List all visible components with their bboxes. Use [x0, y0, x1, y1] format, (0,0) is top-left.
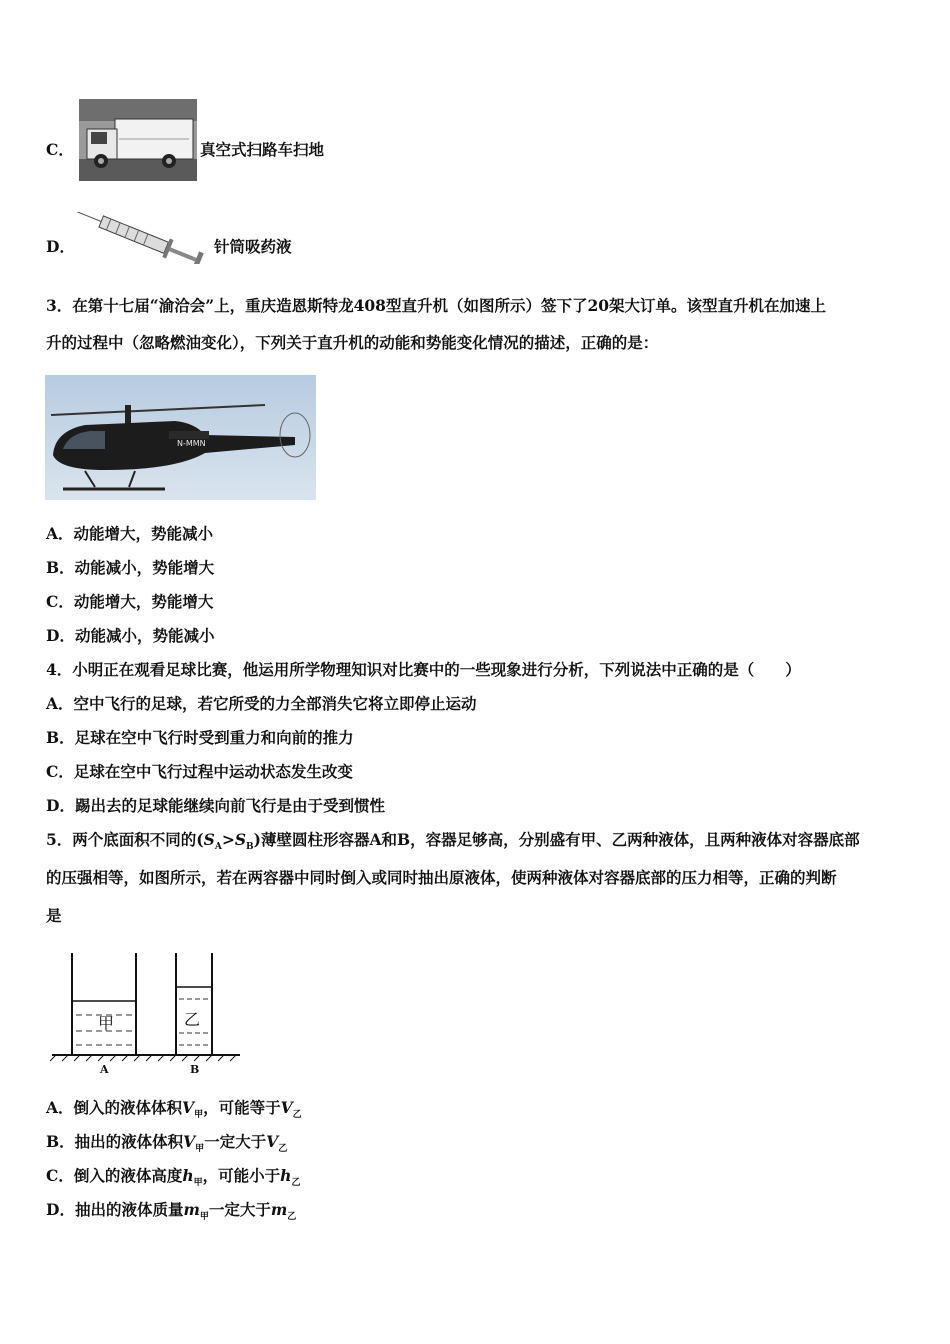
q4-option-a: A．空中飞行的足球，若它所受的力全部消失它将立即停止运动 — [46, 694, 477, 713]
q5-sa-sub: A — [214, 842, 222, 853]
option-d-label: D． — [46, 237, 75, 256]
q4-option-b: B．足球在空中飞行时受到重力和向前的推力 — [46, 728, 354, 747]
q5-a-mid: ，可能等于 — [203, 1098, 281, 1117]
q4-option-d: D．踢出去的足球能继续向前飞行是由于受到惯性 — [46, 796, 385, 815]
q3-stem-line1: 3．在第十七届“渝洽会”上，重庆造恩斯特龙408型直升机（如图所示）签下了20架大订单。该型直升机在加速上 — [46, 296, 827, 315]
q3-option-a: A．动能增大，势能减小 — [46, 524, 214, 543]
q5-stem-line1 — [46, 830, 860, 857]
q5-a-pre: A．倒入的液体体积 — [46, 1098, 183, 1117]
q5-d-v2: m — [270, 1200, 288, 1219]
q3-option-d: D．动能减小，势能减小 — [46, 626, 215, 645]
q5-option-d — [46, 1200, 296, 1227]
q5-d-s1: 甲 — [199, 1212, 209, 1223]
q3-stem-line2: 升的过程中（忽略燃油变化），下列关于直升机的动能和势能变化情况的描述，正确的是： — [46, 333, 659, 352]
q5-sb-sub: B — [246, 842, 254, 853]
q3-option-c: C．动能增大，势能增大 — [46, 592, 214, 611]
label-a: A — [100, 1063, 109, 1076]
option-d-text: 针筒吸药液 — [214, 237, 292, 256]
q5-option-a — [46, 1098, 302, 1125]
q5-d-mid: 一定大于 — [208, 1200, 271, 1219]
q5-b-pre: B．抽出的液体体积 — [46, 1132, 184, 1151]
q5-c-mid: ，可能小于 — [202, 1166, 281, 1185]
q5-c-s1: 甲 — [193, 1178, 203, 1189]
q5-stem-line3: 是 — [46, 906, 62, 925]
label-yi: 乙 — [184, 1010, 201, 1029]
q5-c-v1: h — [182, 1166, 194, 1185]
q5-stem-post: )薄壁圆柱形容器A和B，容器足够高，分别盛有甲、乙两种液体，且两种液体对容器底部 — [253, 830, 860, 849]
helicopter-image — [45, 375, 316, 500]
q4-option-c: C．足球在空中飞行过程中运动状态发生改变 — [46, 762, 353, 781]
q3-option-b: B．动能减小，势能增大 — [46, 558, 215, 577]
q5-d-v1: m — [183, 1200, 200, 1219]
q5-c-pre: C．倒入的液体高度 — [46, 1166, 183, 1185]
q5-a-v1: V — [182, 1098, 195, 1117]
q5-b-v2: V — [266, 1132, 279, 1151]
q5-option-c — [46, 1166, 300, 1193]
q5-c-v2: h — [280, 1166, 292, 1185]
q5-stem-line2: 的压强相等，如图所示，若在两容器中同时倒入或同时抽出原液体，使两种液体对容器底部的压力相等，正确的判断 — [46, 868, 837, 887]
q5-a-s1: 甲 — [194, 1110, 204, 1121]
q5-d-s2: 乙 — [287, 1212, 297, 1223]
label-b: B — [190, 1063, 200, 1076]
option-c-label: C． — [46, 140, 74, 159]
q5-a-s2: 乙 — [292, 1110, 302, 1121]
helicopter-registration: N-MMN — [177, 439, 206, 448]
q5-b-s1: 甲 — [195, 1144, 205, 1155]
q5-sb: S — [234, 830, 247, 849]
q5-c-s2: 乙 — [291, 1178, 301, 1189]
q4-stem: 4．小明正在观看足球比赛，他运用所学物理知识对比赛中的一些现象进行分析，下列说法中正确的是（ ） — [46, 660, 801, 679]
q5-b-mid: 一定大于 — [204, 1132, 267, 1151]
q5-b-s2: 乙 — [278, 1144, 288, 1155]
label-jia: 甲 — [98, 1014, 115, 1033]
q5-option-b — [46, 1132, 287, 1159]
q5-gt: > — [221, 830, 235, 849]
q5-a-v2: V — [280, 1098, 293, 1117]
sweeper-truck-image — [79, 99, 197, 181]
q5-stem-pre: 5．两个底面积不同的( — [46, 830, 204, 849]
option-c-text: 真空式扫路车扫地 — [200, 140, 325, 159]
q5-b-v1: V — [183, 1132, 196, 1151]
syringe-image — [72, 212, 212, 264]
q5-d-pre: D．抽出的液体质量 — [46, 1200, 184, 1219]
containers-diagram — [48, 945, 244, 1077]
q5-sa: S — [203, 830, 215, 849]
